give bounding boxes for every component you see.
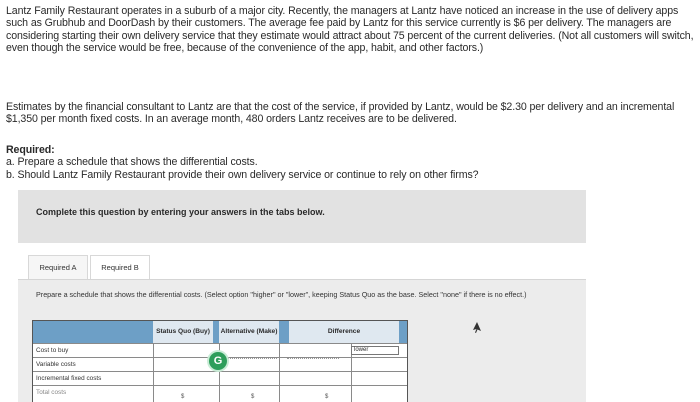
required-section — [6, 144, 478, 181]
required-b-text: b. Should Lantz Family Restaurant provide their own delivery service or continue to rely on other firms? — [6, 168, 479, 181]
difference-cost-to-buy-input[interactable] — [281, 345, 349, 355]
schedule-instructions: Prepare a schedule that shows the differential costs. (Select option "higher" or "lower", keeping Status Quo as the base. Select "none" if there is no effect.) — [36, 290, 527, 299]
col-divider — [279, 343, 280, 402]
tab-required-b[interactable]: Required B — [90, 255, 150, 279]
alternative-cost-to-buy-input[interactable] — [221, 345, 277, 355]
problem-paragraph-1: Lantz Family Restaurant operates in a suburb of a major city. Recently, the managers at Lantz have noticed an increase in the use of delivery apps such as Grubhub and DoorDash by their customers. The average fee paid by Lantz for this service currently is $6 per delivery. The managers are considering starting their own delivery service that they estimate would attract about 75 percent of the current deliveries. (Not all customers will switch, even though the service would be free, because of the convenience of the app, habit, and other factors.) — [6, 5, 694, 55]
input-underline — [225, 358, 277, 359]
currency-symbol: $ — [325, 394, 329, 400]
g-circle-icon[interactable]: G — [209, 352, 227, 370]
header-difference: Difference — [289, 321, 399, 343]
row-label-cost-to-buy: Cost to buy — [36, 347, 69, 354]
required-heading: Required: — [6, 144, 55, 156]
status-quo-cost-to-buy-input[interactable] — [155, 345, 217, 355]
input-underline — [287, 358, 339, 359]
row-label-variable-costs: Variable costs — [36, 361, 76, 368]
difference-direction-select[interactable]: lower — [351, 346, 399, 355]
banner-text: Complete this question by entering your answers in the tabs below. — [36, 207, 325, 217]
col-divider — [153, 343, 154, 402]
header-status-quo: Status Quo (Buy) — [153, 321, 213, 343]
currency-symbol: $ — [251, 394, 255, 400]
header-alternative: Alternative (Make) — [219, 321, 279, 343]
mouse-pointer-icon — [472, 322, 482, 334]
instructions-banner — [18, 190, 586, 243]
tab-required-a[interactable]: Required A — [28, 255, 88, 279]
row-label-total-costs: Total costs — [36, 389, 67, 396]
differential-cost-table — [32, 320, 408, 402]
problem-paragraph-2: Estimates by the financial consultant to Lantz are that the cost of the service, if provided by Lantz, would be $2.30 per delivery and an incremental $1,350 per month fixed costs. In an average month, 480 orders Lantz receives are to be delivered. — [6, 101, 675, 126]
currency-symbol: $ — [181, 394, 185, 400]
required-a-text: a. Prepare a schedule that shows the differential costs. — [6, 156, 258, 169]
row-label-incremental-fixed-costs: Incremental fixed costs — [36, 375, 102, 382]
